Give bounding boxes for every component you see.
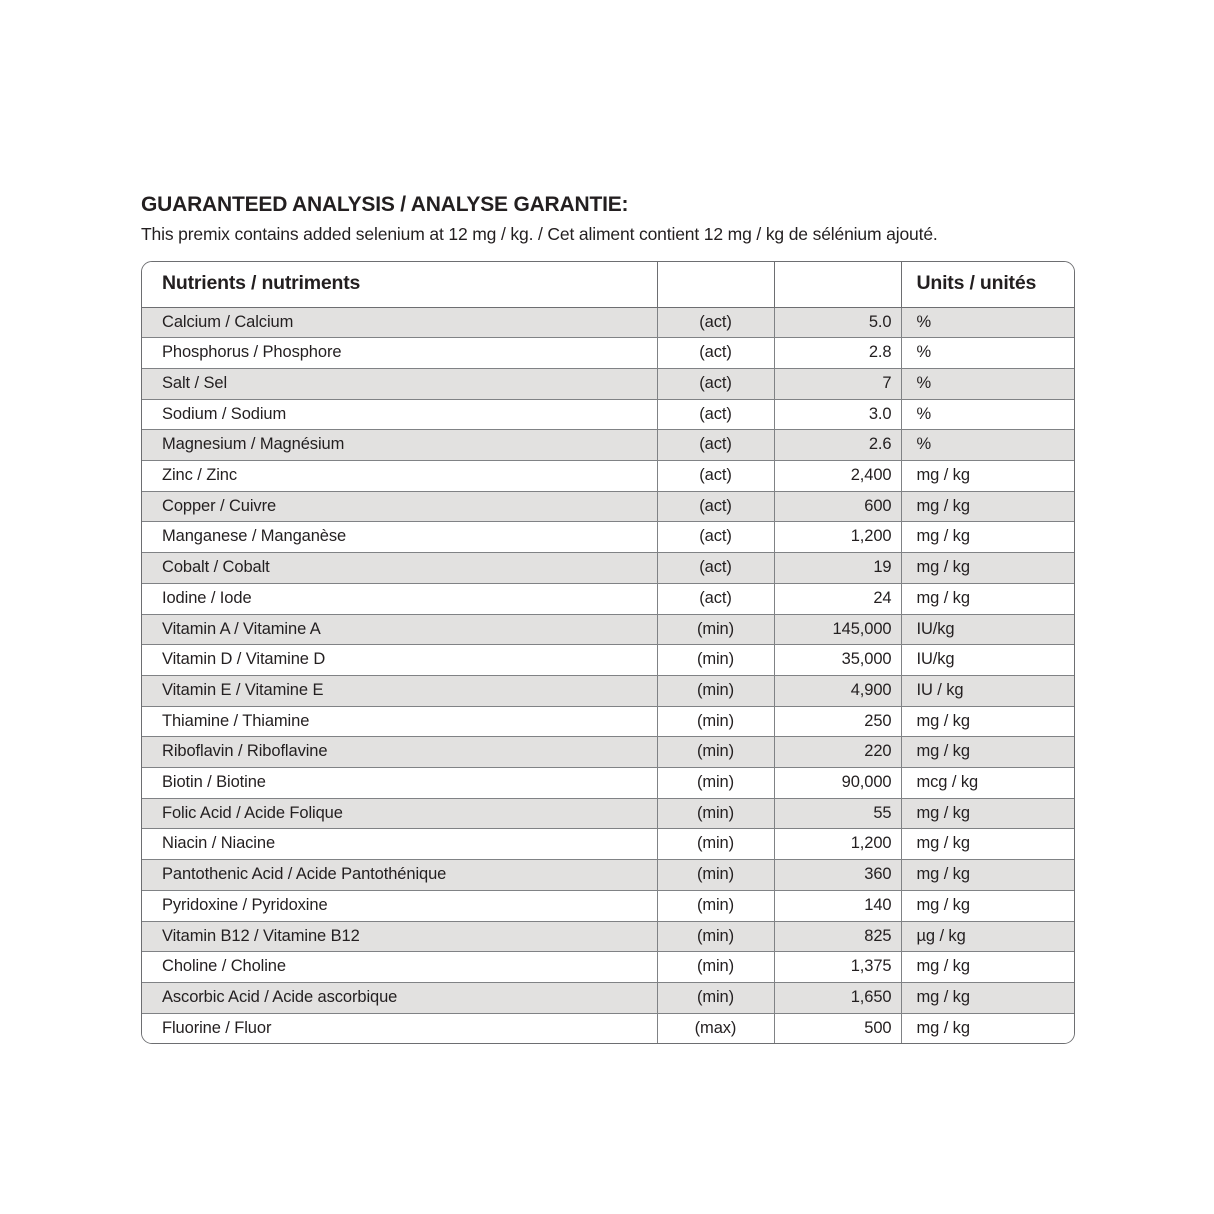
cell-qualifier: (min) [657,829,774,860]
table-row [142,1013,1075,1043]
cell-qualifier: (min) [657,645,774,676]
cell-qualifier: (min) [657,982,774,1013]
cell-units: % [901,307,1075,338]
cell-nutrient: Copper / Cuivre [142,491,657,522]
cell-units: mg / kg [901,982,1075,1013]
cell-units: % [901,368,1075,399]
cell-qualifier: (act) [657,368,774,399]
cell-qualifier: (min) [657,737,774,768]
nutrient-table [142,262,1075,1043]
cell-value: 220 [774,737,901,768]
column-header-qualifier [657,262,774,307]
cell-units: IU/kg [901,645,1075,676]
cell-qualifier: (min) [657,921,774,952]
cell-qualifier: (min) [657,890,774,921]
cell-nutrient: Niacin / Niacine [142,829,657,860]
cell-value: 825 [774,921,901,952]
cell-units: mg / kg [901,860,1075,891]
cell-qualifier: (min) [657,706,774,737]
cell-nutrient: Cobalt / Cobalt [142,553,657,584]
cell-nutrient: Salt / Sel [142,368,657,399]
cell-units: mg / kg [901,522,1075,553]
cell-value: 600 [774,491,901,522]
cell-units: % [901,430,1075,461]
cell-qualifier: (min) [657,860,774,891]
cell-value: 1,650 [774,982,901,1013]
table-header-row [142,262,1075,307]
table-row [142,675,1075,706]
cell-value: 55 [774,798,901,829]
cell-nutrient: Manganese / Manganèse [142,522,657,553]
cell-units: mg / kg [901,553,1075,584]
table-row [142,860,1075,891]
cell-nutrient: Calcium / Calcium [142,307,657,338]
cell-nutrient: Biotin / Biotine [142,768,657,799]
cell-value: 35,000 [774,645,901,676]
table-row [142,614,1075,645]
cell-units: mg / kg [901,1013,1075,1043]
cell-nutrient: Phosphorus / Phosphore [142,338,657,369]
table-header [142,262,1075,307]
table-row [142,430,1075,461]
table-row [142,491,1075,522]
table-row [142,798,1075,829]
table-row [142,338,1075,369]
cell-qualifier: (act) [657,583,774,614]
cell-qualifier: (min) [657,675,774,706]
cell-nutrient: Sodium / Sodium [142,399,657,430]
guaranteed-analysis-table [141,261,1075,1044]
cell-units: mg / kg [901,491,1075,522]
cell-nutrient: Pantothenic Acid / Acide Pantothénique [142,860,657,891]
table-row [142,982,1075,1013]
cell-nutrient: Vitamin D / Vitamine D [142,645,657,676]
cell-units: mg / kg [901,829,1075,860]
cell-units: mg / kg [901,706,1075,737]
cell-value: 2,400 [774,461,901,492]
cell-qualifier: (act) [657,399,774,430]
cell-units: mg / kg [901,461,1075,492]
cell-value: 3.0 [774,399,901,430]
table-row [142,706,1075,737]
cell-nutrient: Vitamin B12 / Vitamine B12 [142,921,657,952]
cell-value: 2.8 [774,338,901,369]
cell-value: 250 [774,706,901,737]
table-row [142,368,1075,399]
cell-qualifier: (act) [657,553,774,584]
table-row [142,890,1075,921]
page-title: GUARANTEED ANALYSIS / ANALYSE GARANTIE: [141,193,629,216]
cell-qualifier: (act) [657,522,774,553]
cell-units: IU/kg [901,614,1075,645]
table-row [142,307,1075,338]
cell-nutrient: Vitamin A / Vitamine A [142,614,657,645]
cell-value: 24 [774,583,901,614]
cell-qualifier: (act) [657,461,774,492]
cell-value: 360 [774,860,901,891]
column-header-value [774,262,901,307]
table-row [142,768,1075,799]
selenium-note: This premix contains added selenium at 12 mg / kg. / Cet aliment contient 12 mg / kg de sélénium ajouté. [141,224,938,244]
cell-value: 1,200 [774,829,901,860]
table-row [142,583,1075,614]
cell-value: 145,000 [774,614,901,645]
cell-units: mg / kg [901,583,1075,614]
table-row [142,522,1075,553]
table-row [142,829,1075,860]
cell-qualifier: (act) [657,338,774,369]
cell-value: 19 [774,553,901,584]
cell-value: 90,000 [774,768,901,799]
cell-value: 2.6 [774,430,901,461]
cell-qualifier: (min) [657,798,774,829]
cell-qualifier: (max) [657,1013,774,1043]
cell-units: mg / kg [901,890,1075,921]
cell-value: 140 [774,890,901,921]
column-header-units: Units / unités [901,262,1075,307]
cell-nutrient: Fluorine / Fluor [142,1013,657,1043]
cell-value: 7 [774,368,901,399]
cell-units: mg / kg [901,798,1075,829]
cell-units: mg / kg [901,737,1075,768]
cell-value: 1,200 [774,522,901,553]
cell-units: µg / kg [901,921,1075,952]
cell-units: mg / kg [901,952,1075,983]
table-row [142,461,1075,492]
table-row [142,921,1075,952]
table-body [142,307,1075,1043]
cell-nutrient: Vitamin E / Vitamine E [142,675,657,706]
cell-nutrient: Choline / Choline [142,952,657,983]
cell-nutrient: Iodine / Iode [142,583,657,614]
cell-qualifier: (min) [657,768,774,799]
cell-value: 5.0 [774,307,901,338]
column-header-nutrients: Nutrients / nutriments [142,262,657,307]
cell-qualifier: (act) [657,491,774,522]
cell-units: mcg / kg [901,768,1075,799]
cell-nutrient: Magnesium / Magnésium [142,430,657,461]
cell-qualifier: (act) [657,307,774,338]
cell-nutrient: Folic Acid / Acide Folique [142,798,657,829]
cell-nutrient: Thiamine / Thiamine [142,706,657,737]
guaranteed-analysis-heading-block [141,192,1091,246]
cell-units: % [901,338,1075,369]
table-row [142,553,1075,584]
cell-qualifier: (min) [657,952,774,983]
table-row [142,645,1075,676]
cell-nutrient: Pyridoxine / Pyridoxine [142,890,657,921]
cell-units: % [901,399,1075,430]
cell-value: 4,900 [774,675,901,706]
cell-value: 500 [774,1013,901,1043]
cell-value: 1,375 [774,952,901,983]
cell-qualifier: (min) [657,614,774,645]
cell-qualifier: (act) [657,430,774,461]
cell-nutrient: Zinc / Zinc [142,461,657,492]
table-row [142,399,1075,430]
table-row [142,737,1075,768]
table-row [142,952,1075,983]
cell-units: IU / kg [901,675,1075,706]
cell-nutrient: Riboflavin / Riboflavine [142,737,657,768]
cell-nutrient: Ascorbic Acid / Acide ascorbique [142,982,657,1013]
